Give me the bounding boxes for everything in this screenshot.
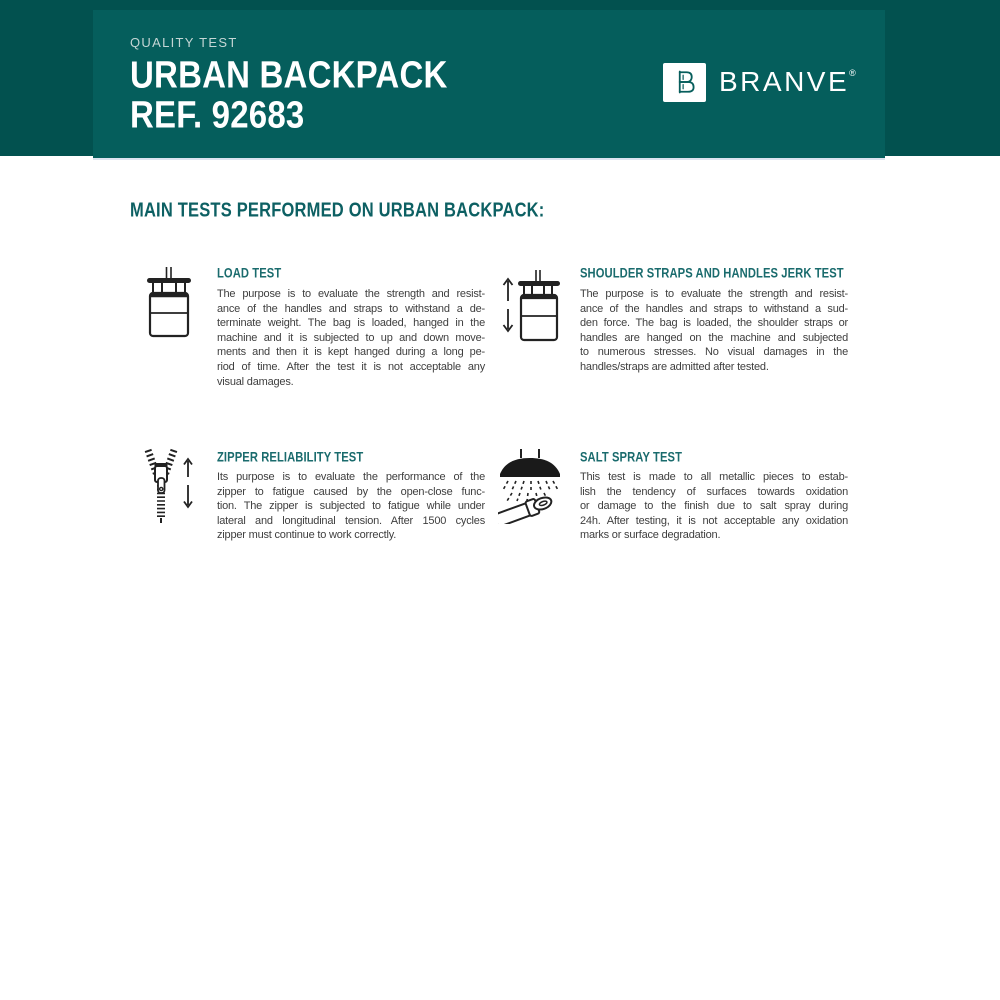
test-description: The purpose is to evaluate the strength and resist- ance of the handles and straps to withstand a de- terminate weight. The bag is loaded, hanged in the machine and it is subjected to up and down move- ments and then it is kept hanged during a long pe- riod of time. After the test it is not acceptable any visual damages. <box>217 288 485 388</box>
salt-spray-shower-icon <box>498 448 562 524</box>
test-title: ZIPPER RELIABILITY TEST <box>217 450 364 465</box>
test-title: SALT SPRAY TEST <box>580 450 682 465</box>
test-description: The purpose is to evaluate the strength and resist- ance of the handles and straps to withstand a sud- den force. The bag is loaded, the shoulder straps or handles are hanged on the machine and subjected to numerous stresses. No visual damages in the handles/straps are admitted after tested. <box>580 288 848 373</box>
product-title <box>130 54 448 135</box>
jerk-test-hanging-bag-arrows-icon <box>500 269 562 343</box>
brand-name: BRANVE <box>719 66 850 97</box>
test-title: SHOULDER STRAPS AND HANDLES JERK TEST <box>580 266 844 281</box>
document-type-label: QUALITY TEST <box>130 35 238 50</box>
zipper-tension-icon <box>144 447 196 525</box>
header-band <box>0 0 1000 156</box>
load-test-hanging-bag-icon <box>144 266 194 338</box>
brand-monogram-icon <box>663 63 706 102</box>
product-title-line2: REF. 92683 <box>130 93 305 136</box>
header-panel <box>93 10 885 158</box>
test-description: Its purpose is to evaluate the performance of the zipper to fatigue caused by the open-close func- tion. The zipper is subjected to fatigue while under lateral and longitudinal tension. After 1500 cycles zipper must continue to work correctly. <box>217 471 485 542</box>
registered-trademark-symbol: ® <box>849 68 856 78</box>
section-heading: MAIN TESTS PERFORMED ON URBAN BACKPACK: <box>130 199 545 222</box>
test-description: This test is made to all metallic pieces to estab- lish the tendency of surfaces towards oxidation or damage to the finish due to salt spray during 24h. After testing, it is not acceptable any oxidation marks or surface degradation. <box>580 471 848 542</box>
test-title: LOAD TEST <box>217 266 282 281</box>
product-title-line1: URBAN BACKPACK <box>130 52 448 96</box>
brand-logo <box>663 62 856 102</box>
